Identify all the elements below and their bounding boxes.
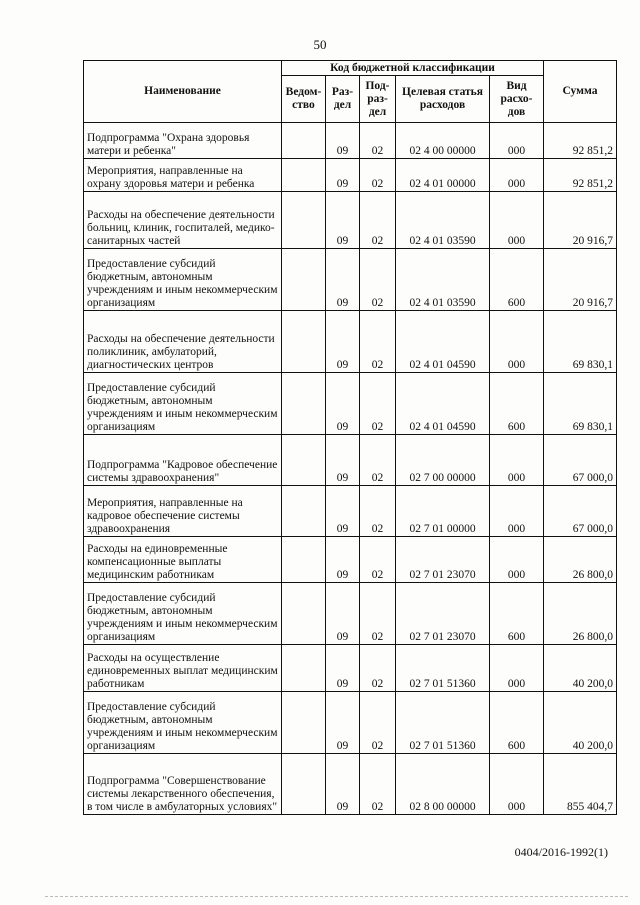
row-vid: 600 (490, 249, 544, 311)
row-podrazdel: 02 (360, 645, 396, 692)
row-vid: 000 (490, 645, 544, 692)
row-vedomstvo (282, 311, 326, 373)
row-sum: 69 830,1 (544, 373, 617, 435)
row-name: Расходы на обеспечение деятельности поликлиник, амбулаторий, диагностических центров (84, 311, 282, 373)
row-podrazdel: 02 (360, 583, 396, 645)
table-row (84, 249, 617, 311)
row-name: Подпрограмма "Совершенствование системы лекарственного обеспечения, в том числе в амбулаторных условиях" (84, 754, 282, 815)
row-target: 02 4 01 04590 (396, 373, 490, 435)
table-row (84, 123, 617, 159)
table-row (84, 435, 617, 486)
row-vid: 000 (490, 537, 544, 583)
header-vedomstvo: Ведом-ство (282, 76, 326, 123)
row-name: Подпрограмма "Кадровое обеспечение системы здравоохранения" (84, 435, 282, 486)
row-target: 02 4 00 00000 (396, 123, 490, 159)
row-vedomstvo (282, 645, 326, 692)
row-vedomstvo (282, 373, 326, 435)
row-sum: 20 916,7 (544, 249, 617, 311)
row-razdel: 09 (326, 311, 360, 373)
row-sum: 92 851,2 (544, 123, 617, 159)
table-body (84, 123, 617, 815)
header-sum: Сумма (544, 61, 617, 123)
row-target: 02 7 01 51360 (396, 645, 490, 692)
document-code: 0404/2016-1992(1) (514, 845, 608, 859)
row-sum: 92 851,2 (544, 159, 617, 192)
row-podrazdel: 02 (360, 249, 396, 311)
row-sum: 20 916,7 (544, 192, 617, 249)
row-name: Расходы на осуществление единовременных выплат медицинским работникам (84, 645, 282, 692)
row-vid: 000 (490, 192, 544, 249)
row-vid: 000 (490, 754, 544, 815)
row-vedomstvo (282, 583, 326, 645)
row-target: 02 4 01 04590 (396, 311, 490, 373)
row-vedomstvo (282, 537, 326, 583)
row-podrazdel: 02 (360, 192, 396, 249)
header-vid: Вид расхо-дов (490, 76, 544, 123)
row-target: 02 4 01 00000 (396, 159, 490, 192)
header-podrazdel: Под-раз-дел (360, 76, 396, 123)
row-vedomstvo (282, 249, 326, 311)
row-name: Предоставление субсидий бюджетным, автономным учреждениям и иным некоммерческим организациям (84, 583, 282, 645)
row-podrazdel: 02 (360, 159, 396, 192)
row-podrazdel: 02 (360, 486, 396, 537)
table-row (84, 754, 617, 815)
row-vedomstvo (282, 192, 326, 249)
row-vedomstvo (282, 159, 326, 192)
row-name: Предоставление субсидий бюджетным, автономным учреждениям и иным некоммерческим организациям (84, 373, 282, 435)
row-vid: 000 (490, 123, 544, 159)
row-razdel: 09 (326, 123, 360, 159)
row-name: Расходы на обеспечение деятельности больниц, клиник, госпиталей, медико-санитарных частей (84, 192, 282, 249)
row-sum: 40 200,0 (544, 692, 617, 754)
table-row (84, 583, 617, 645)
row-target: 02 4 01 03590 (396, 192, 490, 249)
header-target: Целевая статья расходов (396, 76, 490, 123)
row-name: Расходы на единовременные компенсационные выплаты медицинским работникам (84, 537, 282, 583)
row-vid: 600 (490, 373, 544, 435)
row-target: 02 4 01 03590 (396, 249, 490, 311)
row-razdel: 09 (326, 645, 360, 692)
row-podrazdel: 02 (360, 373, 396, 435)
row-vid: 000 (490, 486, 544, 537)
row-podrazdel: 02 (360, 311, 396, 373)
row-razdel: 09 (326, 692, 360, 754)
row-vid: 000 (490, 311, 544, 373)
row-name: Предоставление субсидий бюджетным, автономным учреждениям и иным некоммерческим организациям (84, 692, 282, 754)
row-vedomstvo (282, 692, 326, 754)
row-sum: 855 404,7 (544, 754, 617, 815)
row-razdel: 09 (326, 435, 360, 486)
row-target: 02 7 01 23070 (396, 583, 490, 645)
table-row (84, 311, 617, 373)
row-vedomstvo (282, 123, 326, 159)
row-target: 02 7 01 00000 (396, 486, 490, 537)
row-name: Подпрограмма "Охрана здоровья матери и ребенка" (84, 123, 282, 159)
row-vid: 000 (490, 159, 544, 192)
row-target: 02 7 00 00000 (396, 435, 490, 486)
table-row (84, 159, 617, 192)
row-target: 02 7 01 23070 (396, 537, 490, 583)
row-podrazdel: 02 (360, 754, 396, 815)
budget-table (83, 60, 617, 815)
page-number: 50 (313, 37, 327, 52)
row-sum: 40 200,0 (544, 645, 617, 692)
row-podrazdel: 02 (360, 692, 396, 754)
row-name: Мероприятия, направленные на кадровое обеспечение системы здравоохранения (84, 486, 282, 537)
table-row (84, 486, 617, 537)
row-vedomstvo (282, 754, 326, 815)
row-sum: 69 830,1 (544, 311, 617, 373)
row-sum: 26 800,0 (544, 583, 617, 645)
row-target: 02 8 00 00000 (396, 754, 490, 815)
row-vedomstvo (282, 486, 326, 537)
row-podrazdel: 02 (360, 435, 396, 486)
table-row (84, 645, 617, 692)
row-podrazdel: 02 (360, 123, 396, 159)
row-target: 02 7 01 51360 (396, 692, 490, 754)
row-name: Мероприятия, направленные на охрану здоровья матери и ребенка (84, 159, 282, 192)
row-vedomstvo (282, 435, 326, 486)
row-razdel: 09 (326, 486, 360, 537)
row-sum: 67 000,0 (544, 435, 617, 486)
table-row (84, 537, 617, 583)
row-razdel: 09 (326, 537, 360, 583)
row-razdel: 09 (326, 159, 360, 192)
row-razdel: 09 (326, 249, 360, 311)
row-sum: 26 800,0 (544, 537, 617, 583)
table-row (84, 192, 617, 249)
row-sum: 67 000,0 (544, 486, 617, 537)
table-row (84, 692, 617, 754)
row-razdel: 09 (326, 192, 360, 249)
row-vid: 600 (490, 583, 544, 645)
header-razdel: Раз-дел (326, 76, 360, 123)
row-vid: 000 (490, 435, 544, 486)
row-razdel: 09 (326, 754, 360, 815)
row-razdel: 09 (326, 373, 360, 435)
row-podrazdel: 02 (360, 537, 396, 583)
scan-divider (45, 896, 628, 897)
row-razdel: 09 (326, 583, 360, 645)
row-vid: 600 (490, 692, 544, 754)
table-row (84, 373, 617, 435)
header-name: Наименование (84, 61, 282, 123)
header-code-group: Код бюджетной классификации (282, 61, 544, 76)
row-name: Предоставление субсидий бюджетным, автономным учреждениям и иным некоммерческим организациям (84, 249, 282, 311)
